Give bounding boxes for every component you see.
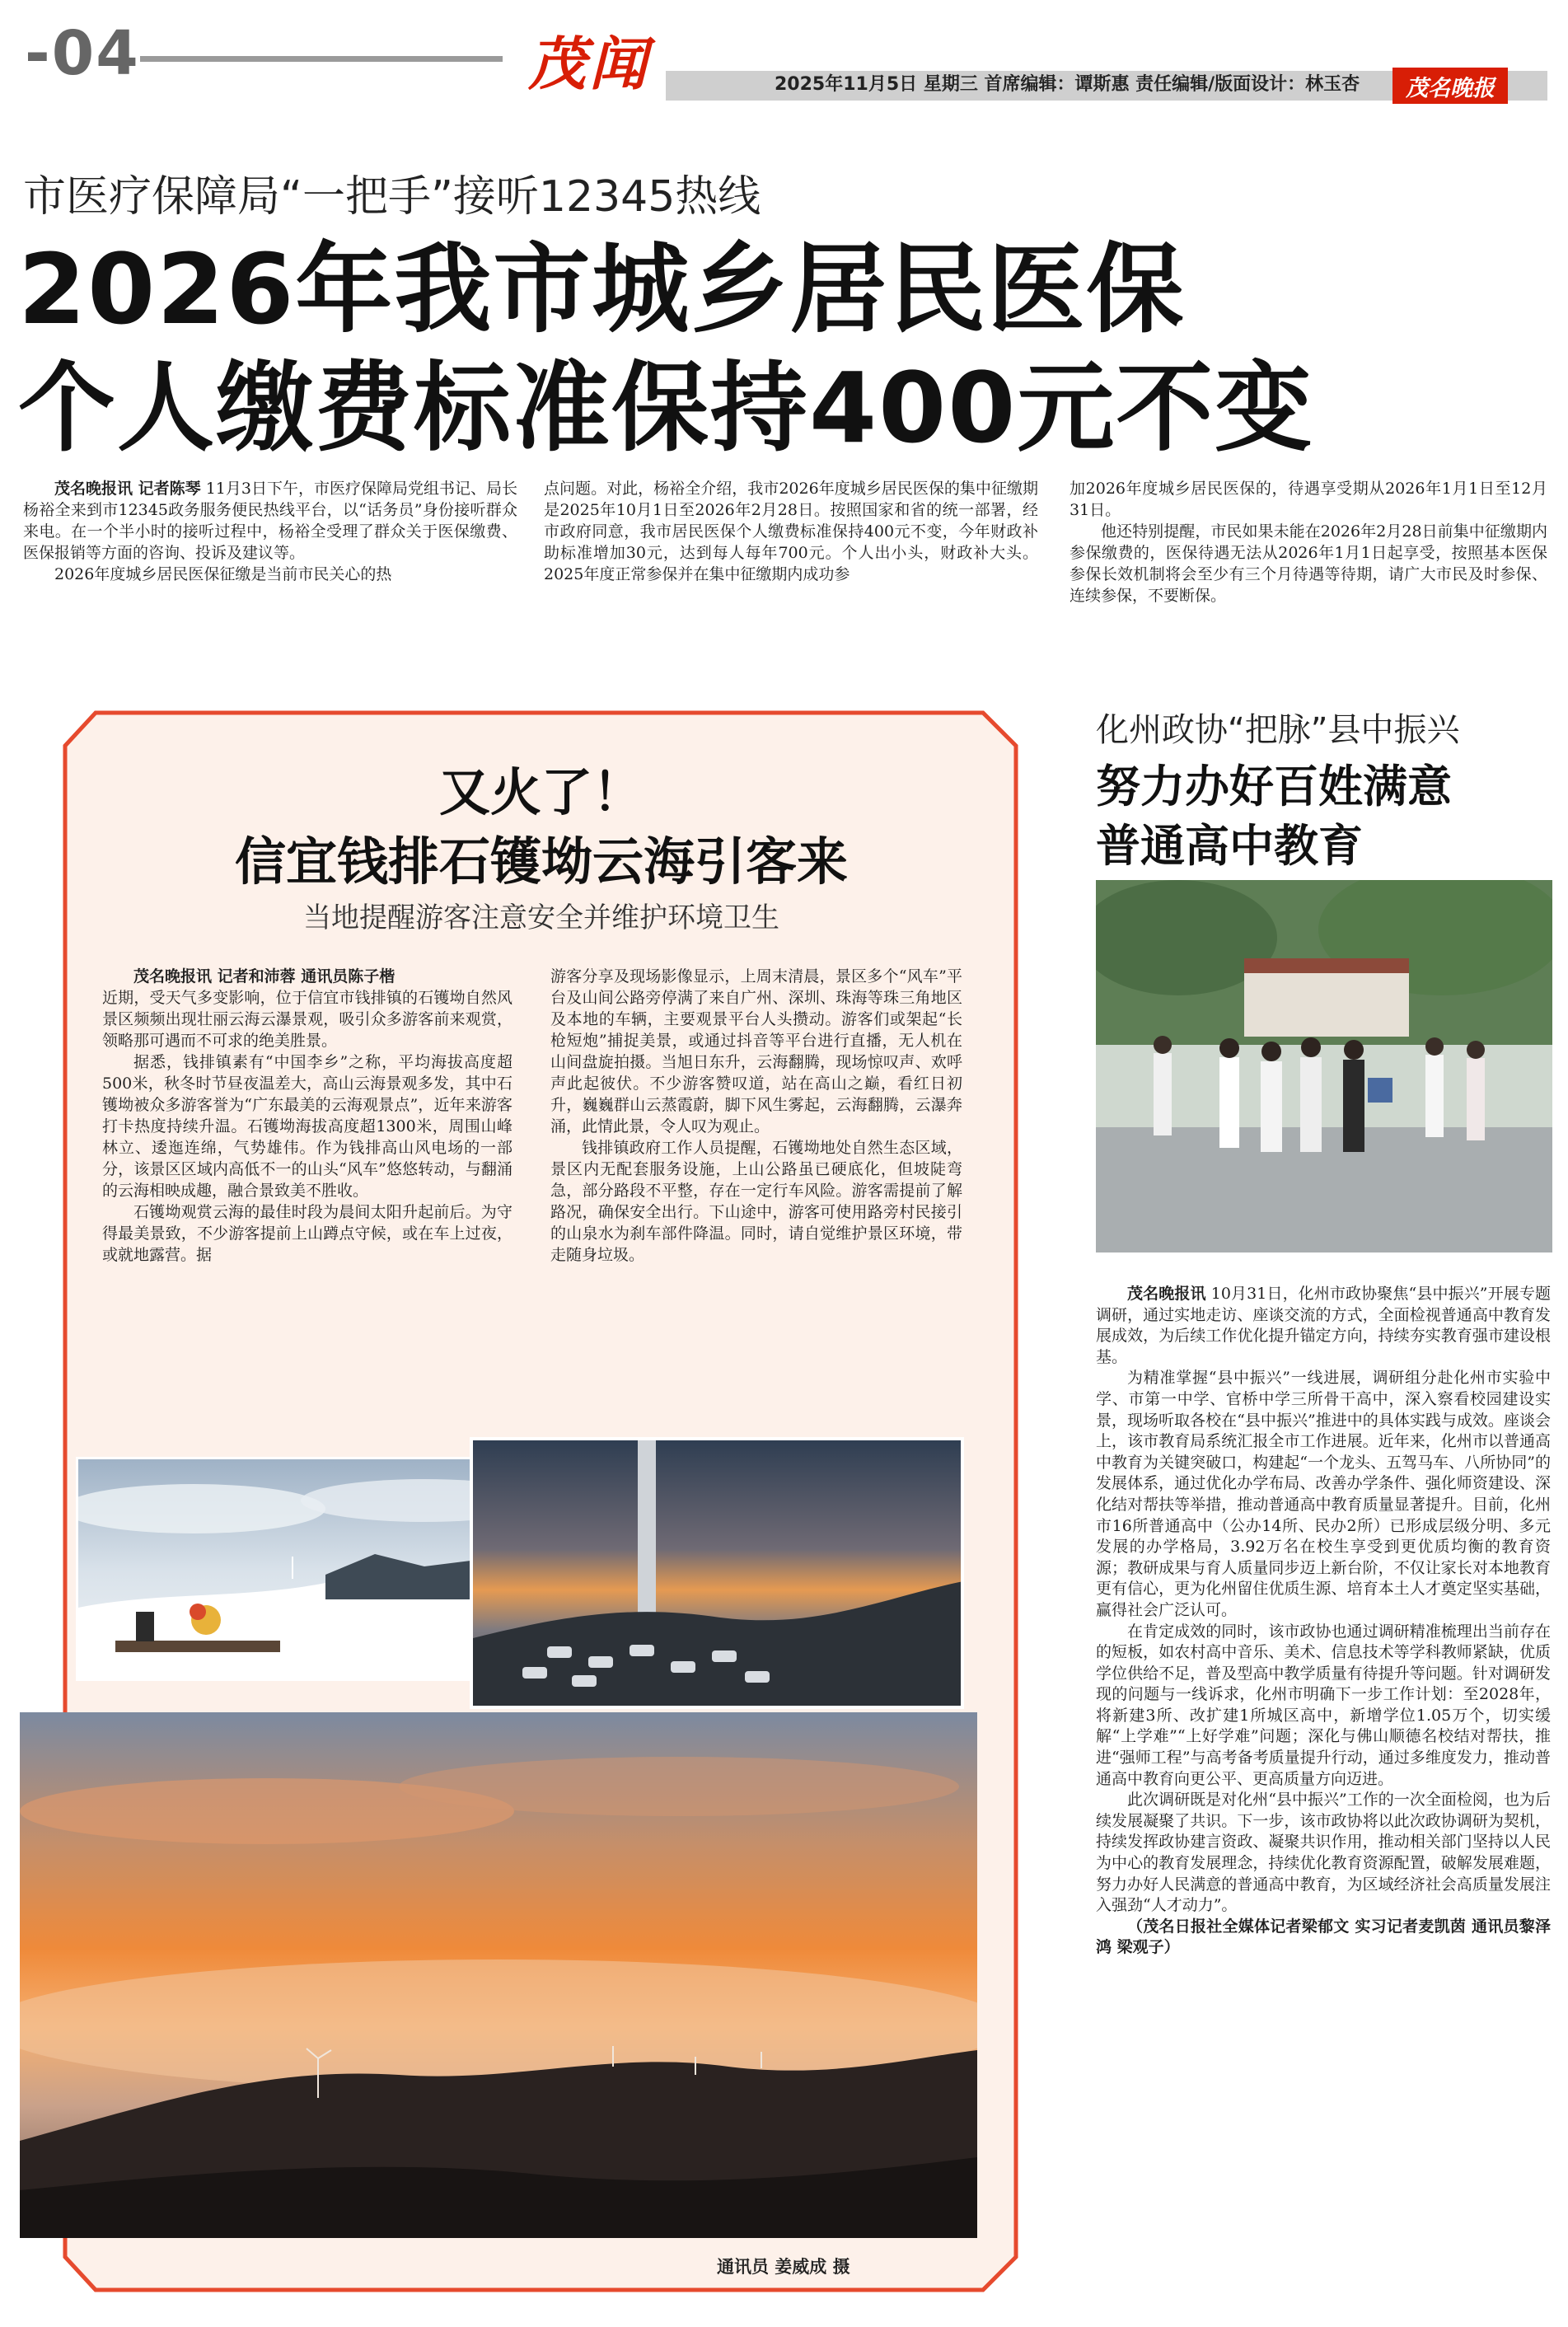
lead-paragraph: 点问题。对此，杨裕全介绍，我市2026年度城乡居民医保的集中征缴期是2025年10月1日至2026年2月28日。按照国家和省的统一部署，经市政府同意，我市居民医保个人缴费标准保持400元不变，今年财政补助标准增加30元，达到每人每年700元。个人出小头，财政补大头。2025年度正常参保并在集中征缴期内成功参 (544, 480, 1038, 583)
feature-paragraph: 钱排镇政府工作人员提醒，石镬坳地处自然生态区域，景区内无配套服务设施，上山公路虽已硬底化，但坡陡弯急，部分路段不平整，存在一定行车风险。游客需提前了解路况，确保安全出行。下山途中，游客可使用路旁村民接引的山泉水为刹车部件降温。同时，请自觉维护景区环境，带走随身垃圾。 (550, 1139, 962, 1264)
right-credit: （茂名日报社全媒体记者梁郁文 实习记者麦凯茵 通讯员黎泽鸿 梁观子） (1096, 1917, 1551, 1957)
lead-headline-line2: 个人缴费标准保持400元不变 (18, 351, 1314, 465)
right-byline: 茂名晚报讯 (1127, 1285, 1206, 1303)
feature-paragraph: 近期，受天气多变影响，位于信宜市钱排镇的石镬坳自然风景区频频出现壮丽云海云瀑景观，吸引众多游客前来观赏，领略那可遇而不可求的绝美胜景。 (102, 989, 513, 1050)
feature-column-1 (102, 966, 513, 1266)
lead-column-1 (23, 478, 517, 585)
feature-paragraph: 游客分享及现场影像显示，上周末清晨，景区多个“风车”平台及山间公路旁停满了来自广州、深圳、珠海等珠三角地区及本地的车辆，主要观景平台人头攒动。游客们或架起“长枪短炮”捕捉美景，或通过抖音等平台进行直播，无人机在山间盘旋拍摄。当旭日东升，云海翻腾，现场惊叹声、欢呼声此起彼伏。不少游客赞叹道，站在高山之巅，看红日初升，巍巍群山云蒸霞蔚，脚下风生雾起，云海翻腾，云瀑奔涌，此情此景，令人叹为观止。 (550, 967, 962, 1135)
section-char-2: 闻 (589, 30, 647, 98)
right-article-body (1096, 1284, 1551, 1959)
lead-paragraph: 2026年度城乡居民医保征缴是当前市民关心的热 (54, 565, 392, 583)
header-rule (140, 56, 503, 62)
photo-sunrise-cloud-sea (20, 1712, 977, 2238)
lead-paragraph: 11月3日下午，市医疗保障局党组书记、局长杨裕全来到市12345政务服务便民热线平台，以“话务员”身份接听群众来电。在一个半小时的接听过程中，杨裕全受理了群众关于医保缴费、医保报销等方面的咨询、投诉及建议等。 (23, 480, 517, 562)
section-char-1: 茂 (528, 30, 586, 98)
lead-paragraph: 他还特别提醒，市民如果未能在2026年2月28日前集中征缴期内参保缴费的，医保待遇无法从2026年1月1日起享受，按照基本医保参保长效机制将会至少有三个月待遇等待期，请广大市民及时参保、连续参保，不要断保。 (1070, 522, 1547, 605)
page-number: -04 (25, 18, 140, 89)
lead-column-2 (544, 478, 1038, 585)
feature-subtitle: 当地提醒游客注意安全并维护环境卫生 (303, 901, 779, 934)
right-paragraph: 此次调研既是对化州“县中振兴”工作的一次全面检阅，也为后续发展凝聚了共识。下一步，该市政协将以此次政协调研为契机，持续发挥政协建言资政、凝聚共识作用，推动相关部门坚持以人民为中心的教育发展理念，持续优化教育资源配置，破解发展难题，努力办好人民满意的普通高中教育，为区域经济社会高质量发展注入强劲“人才动力”。 (1096, 1791, 1551, 1915)
right-paragraph: 为精准掌握“县中振兴”一线进展，调研组分赴化州市实验中学、市第一中学、官桥中学三所骨干高中，深入察看校园建设实景，现场听取各校在“县中振兴”推进中的具体实践与成效。座谈会上，该市教育局系统汇报全市工作进展。近年来，化州市以普通高中教育为关键突破口，构建起“一个龙头、五驾马车、八所协同”的发展体系，通过优化办学布局、改善办学条件、强化师资建设、深化结对帮扶等举措，推动普通高中教育质量显著提升。目前，化州市16所普通高中（公办14所、民办2所）已形成层级分明、多元发展的办学格局，3.92万名在校生享受到更优质均衡的教育资源；教研成果与育人质量同步迈上新台阶，不仅让家长对本地教育更有信心，更为化州留住优质生源、培育本土人才奠定坚实基础，赢得社会广泛认可。 (1096, 1369, 1551, 1619)
right-headline-line2: 普通高中教育 (1096, 820, 1363, 872)
feature-paragraph: 石镬坳观赏云海的最佳时段为晨间太阳升起前后。为守得最美景致，不少游客提前上山蹲点守候，或在车上过夜，或就地露营。据 (102, 1203, 513, 1264)
header-info: 2025年11月5日 星期三 首席编辑：谭斯惠 责任编辑/版面设计：林玉杏 (775, 74, 1360, 95)
right-paragraph: 在肯定成效的同时，该市政协也通过调研精准梳理出当前存在的短板，如农村高中音乐、美术、信息技术等学科教师紧缺，优质学位供给不足，普及型高中教学质量有待提升等问题。针对调研发现的问题与一线诉求，化州市明确下一步工作计划：至2028年，将新建3所、改扩建1所城区高中，新增学位1.05万个，切实缓解“上学难”“上好学难”问题；深化与佛山顺德名校结对帮扶，推进“强师工程”与高考备考质量提升行动，通过多维度发力，推动普通高中教育向更公平、更高质量方向迈进。 (1096, 1622, 1551, 1788)
photo-cloud-sea-table (76, 1457, 527, 1681)
right-kicker: 化州政协“把脉”县中振兴 (1096, 711, 1460, 749)
feature-paragraph: 据悉，钱排镇素有“中国李乡”之称，平均海拔高度超500米，秋冬时节昼夜温差大，高山云海景观多发，其中石镬坳被众多游客誉为“广东最美的云海观景点”，近年来游客打卡热度持续升温。石镬坳海拔高度超1300米，周围山峰林立、逶迤连绵，气势雄伟。作为钱排高山风电场的一部分，该景区区域内高低不一的山头“风车”悠悠转动，与翻涌的云海相映成趣，融合景致美不胜收。 (102, 1053, 513, 1200)
feature-headline-line2: 信宜钱排石镬坳云海引客来 (234, 831, 848, 892)
right-paragraph: 10月31日，化州市政协聚焦“县中振兴”开展专题调研，通过实地走访、座谈交流的方式，全面检视普通高中教育发展成效，为后续工作优化提升锚定方向，持续夯实教育强市建设根基。 (1096, 1285, 1551, 1366)
photo-dusk-campsite (470, 1437, 964, 1709)
right-headline-line1: 努力办好百姓满意 (1096, 761, 1452, 812)
section-title (517, 21, 658, 97)
photo-credit: 通讯员 姜威成 摄 (717, 2257, 850, 2277)
photo-school-visit (1096, 880, 1552, 1252)
feature-byline: 茂名晚报讯 记者和沛蓉 通讯员陈子楷 (133, 967, 396, 986)
newspaper-logo: 茂名晚报 (1392, 68, 1508, 104)
feature-headline-line1: 又火了！ (438, 762, 644, 822)
lead-paragraph: 加2026年度城乡居民医保的，待遇享受期从2026年1月1日至12月31日。 (1070, 480, 1547, 519)
lead-byline: 茂名晚报讯 记者陈琴 (54, 480, 201, 498)
lead-kicker: 市医疗保障局“一把手”接听12345热线 (23, 172, 761, 222)
feature-column-2 (550, 966, 962, 1266)
lead-headline-line1: 2026年我市城乡居民医保 (18, 232, 1186, 346)
lead-column-3 (1070, 478, 1547, 606)
